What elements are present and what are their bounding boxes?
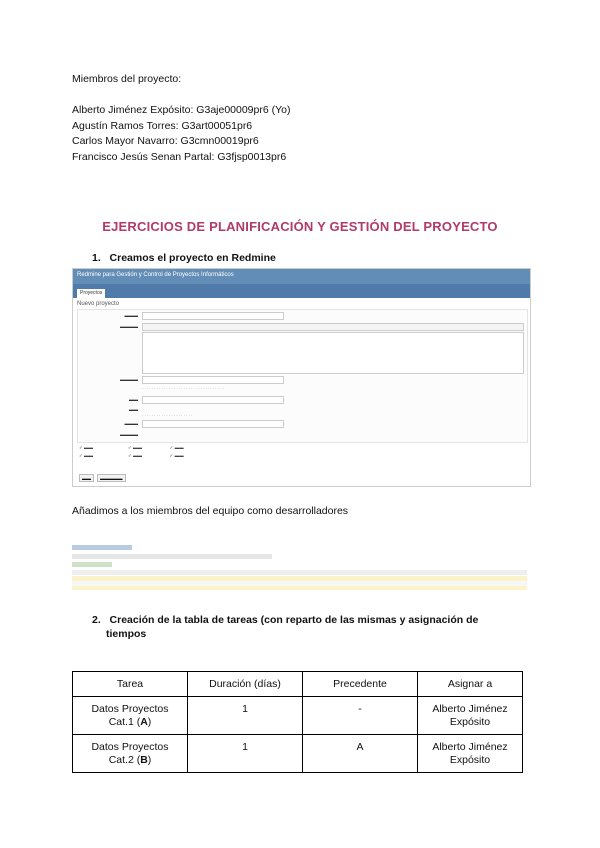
description-textarea — [142, 332, 524, 374]
assignee-cell: Alberto Jiménez Expósito — [418, 697, 523, 735]
task-cell: Datos Proyectos Cat.2 (B) — [73, 735, 188, 773]
form-label: ▬▬▬ — [124, 421, 138, 426]
section-2-title: 2. Creación de la tabla de tareas (con reparto de las mismas y asignación de tiempos — [92, 614, 479, 640]
modules-list: ✓ ▬▬ ✓ ▬▬ ✓ ▬▬ — [79, 453, 184, 458]
members-screenshot — [72, 542, 527, 590]
editor-toolbar — [142, 323, 524, 331]
precedent-cell: A — [303, 735, 418, 773]
homepage-input — [142, 396, 284, 404]
form-label: ▬▬▬▬ — [120, 377, 138, 382]
create-continue-button: ▬▬▬▬▬ — [97, 474, 126, 482]
hint-text: · · · · · · · · · · · · · · · · · · · · · — [142, 413, 193, 418]
members-paragraph: Añadimos a los miembros del equipo como desarrolladores — [72, 505, 349, 517]
screenshot-bar — [72, 562, 112, 567]
form-label: ▬▬ — [129, 407, 138, 412]
members-title: Miembros del proyecto: — [72, 73, 182, 85]
column-header: Duración (días) — [188, 672, 303, 697]
form-label: ▬▬▬▬ — [120, 432, 138, 437]
member-line: Agustín Ramos Torres: G3art00051pr6 — [72, 119, 253, 132]
table-row — [73, 735, 523, 773]
new-project-form — [77, 309, 528, 443]
name-input — [142, 312, 284, 320]
task-cell: Datos Proyectos Cat.1 (A) — [73, 697, 188, 735]
screenshot-row — [72, 586, 527, 590]
table-header-row — [73, 672, 523, 697]
screenshot-row — [72, 570, 527, 575]
members-block — [72, 72, 291, 165]
identifier-input — [142, 376, 284, 384]
screenshot-bar — [72, 554, 272, 559]
tasks-table — [72, 671, 523, 773]
form-label: ▬▬▬ — [124, 313, 138, 318]
duration-cell: 1 — [188, 735, 303, 773]
assignee-cell: Alberto Jiménez Expósito — [418, 735, 523, 773]
tab-projects: Proyectos — [77, 289, 105, 298]
member-line: Carlos Mayor Navarro: G3cmn00019pr6 — [72, 135, 259, 147]
column-header: Precedente — [303, 672, 418, 697]
member-line: Alberto Jiménez Expósito: G3aje00009pr6 (Yo) — [72, 104, 291, 116]
column-header: Asignar a — [418, 672, 523, 697]
precedent-cell: - — [303, 697, 418, 735]
redmine-header: Redmine para Gestión y Control de Proyectos Informáticos — [73, 269, 530, 284]
redmine-screenshot — [72, 268, 531, 487]
section-heading: EJERCICIOS DE PLANIFICACIÓN Y GESTIÓN DEL PROYECTO — [102, 219, 498, 234]
column-header: Tarea — [73, 672, 188, 697]
create-button: ▬▬ — [79, 474, 94, 482]
duration-cell: 1 — [188, 697, 303, 735]
redmine-page-title: Nuevo proyecto — [77, 301, 120, 307]
form-label: ▬▬▬▬ — [120, 324, 138, 329]
hint-text: · · · · · · · · · · · · · · · · · · · · · · · · · · · · · · · · · · — [142, 386, 224, 391]
modules-list: ✓ ▬▬ ✓ ▬▬ ✓ ▬▬ — [79, 445, 184, 450]
parent-select — [142, 420, 284, 428]
redmine-tabbar — [73, 284, 530, 298]
table-row — [73, 697, 523, 735]
section-1-title: 1. Creamos el proyecto en Redmine — [92, 252, 276, 264]
form-label: ▬▬ — [129, 397, 138, 402]
member-line: Francisco Jesús Senan Partal: G3fjsp0013pr6 — [72, 150, 287, 163]
screenshot-bar — [72, 545, 132, 550]
